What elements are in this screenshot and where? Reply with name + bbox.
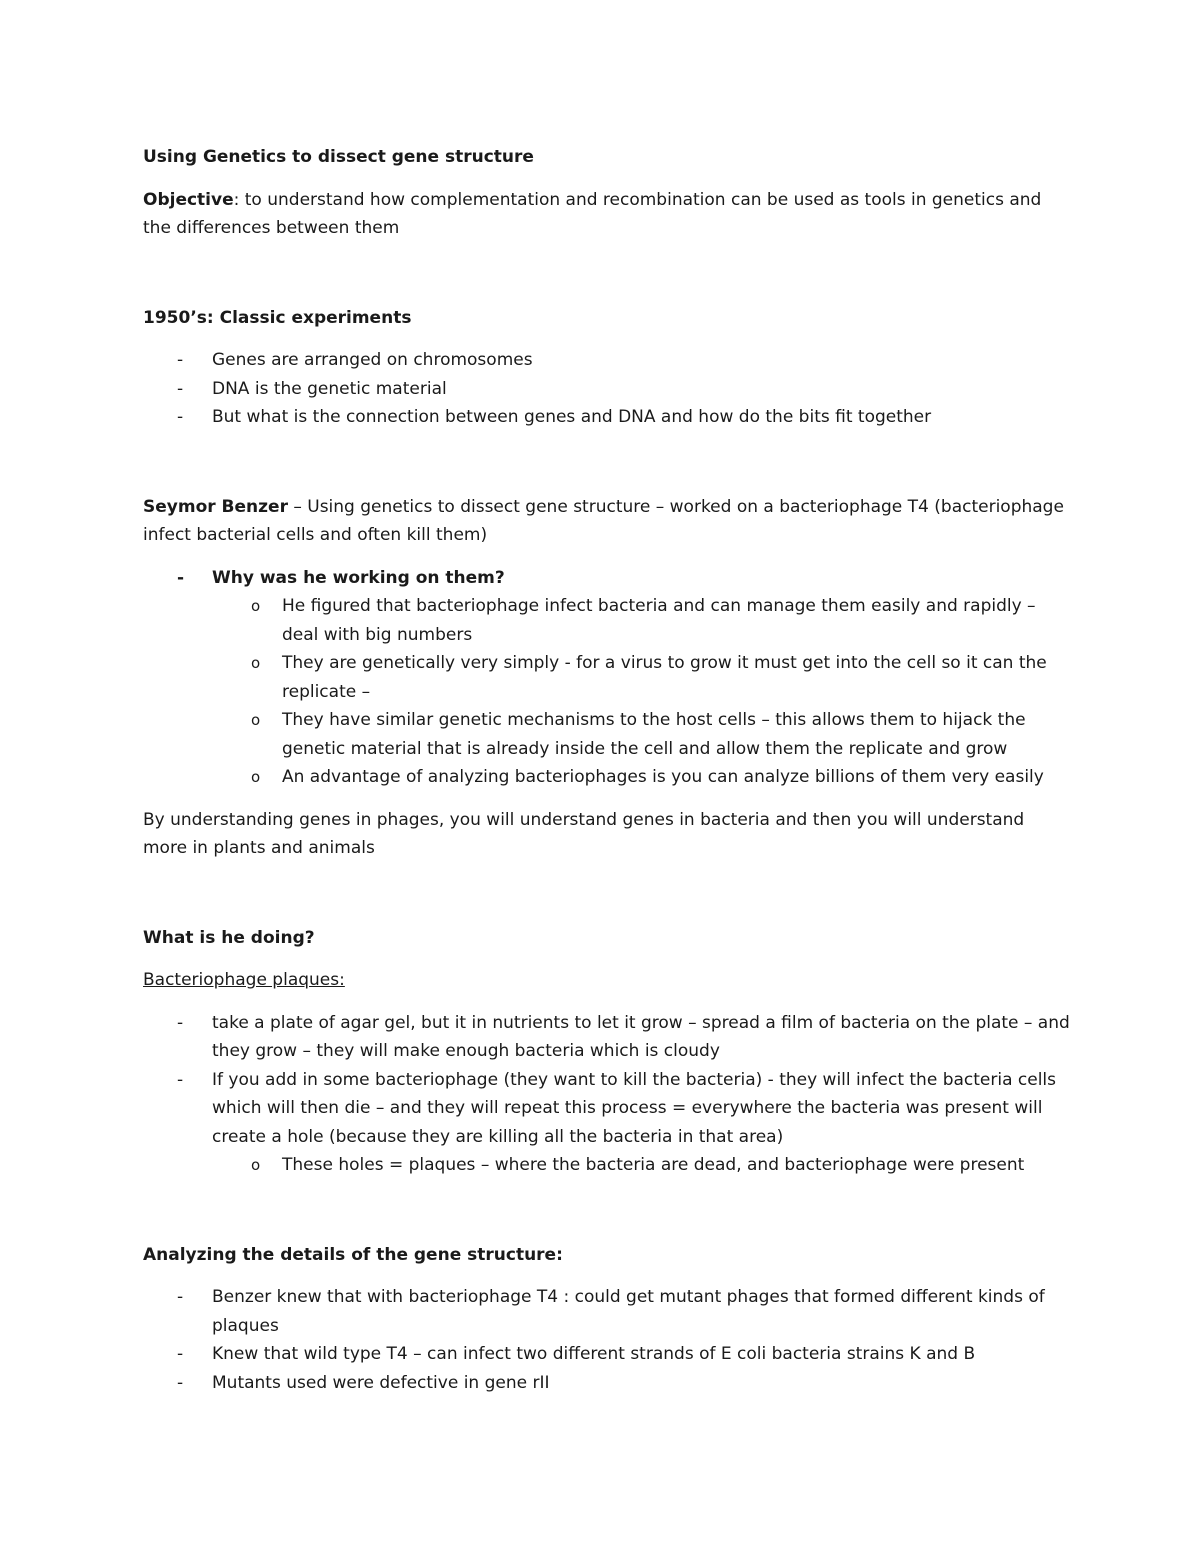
list-item: o An advantage of analyzing bacteriophages is you can analyze billions of them very easily [143,763,1073,792]
benzer-text: – Using genetics to dissect gene structure – worked on a bacteriophage T4 (bacteriophage infect bacterial cells and often kill them) [143,496,1064,545]
doing-sublist [212,1151,1073,1180]
classic-list [143,346,1073,432]
list-item: - DNA is the genetic material [143,375,1073,404]
list-item: - Benzer knew that with bacteriophage T4 : could get mutant phages that formed different kinds of plaques [143,1283,1073,1340]
objective-paragraph [143,186,1073,243]
list-item: - Genes are arranged on chromosomes [143,346,1073,375]
doing-list [143,1009,1073,1152]
objective-label: Objective [143,189,234,210]
benzer-name: Seymor Benzer [143,496,288,517]
document-page [143,143,1073,1397]
benzer-paragraph [143,493,1073,550]
document-title: Using Genetics to dissect gene structure [143,147,534,167]
benzer-question-list [143,564,1073,593]
analyzing-list [143,1283,1073,1397]
benzer-conclusion: By understanding genes in phages, you will understand genes in bacteria and then you will understand more in plants and animals [143,809,1025,858]
list-item: - Knew that wild type T4 – can infect two different strands of E coli bacteria strains K and B [143,1340,1073,1369]
list-item: o He figured that bacteriophage infect bacteria and can manage them easily and rapidly – deal with big numbers [143,592,1073,649]
list-item: o They have similar genetic mechanisms to the host cells – this allows them to hijack the genetic material that is already inside the cell and allow them the replicate and grow [143,706,1073,763]
list-item: - take a plate of agar gel, but it in nutrients to let it grow – spread a film of bacteria on the plate – and they grow – they will make enough bacteria which is cloudy [143,1009,1073,1066]
list-item: o These holes = plaques – where the bacteria are dead, and bacteriophage were present [143,1151,1073,1180]
analyzing-heading: Analyzing the details of the gene structure: [143,1244,563,1265]
benzer-reasons-list [212,592,1073,792]
doing-heading: What is he doing? [143,927,315,948]
list-item: - If you add in some bacteriophage (they want to kill the bacteria) - they will infect the bacteria cells which will then die – and they will repeat this process = everywhere the bacteria was present will create a hole (because they are killing all the bacteria in that area) [143,1066,1073,1152]
list-item: - But what is the connection between genes and DNA and how do the bits fit together [143,403,1073,432]
list-item: - Mutants used were defective in gene rII [143,1369,1073,1398]
classic-heading: 1950’s: Classic experiments [143,307,412,328]
objective-text: : to understand how complementation and recombination can be used as tools in genetics and the differences between them [143,189,1042,238]
doing-subheading: Bacteriophage plaques: [143,970,345,990]
list-item: o They are genetically very simply - for a virus to grow it must get into the cell so it can the replicate – [143,649,1073,706]
benzer-question: - Why was he working on them? [143,564,1073,593]
